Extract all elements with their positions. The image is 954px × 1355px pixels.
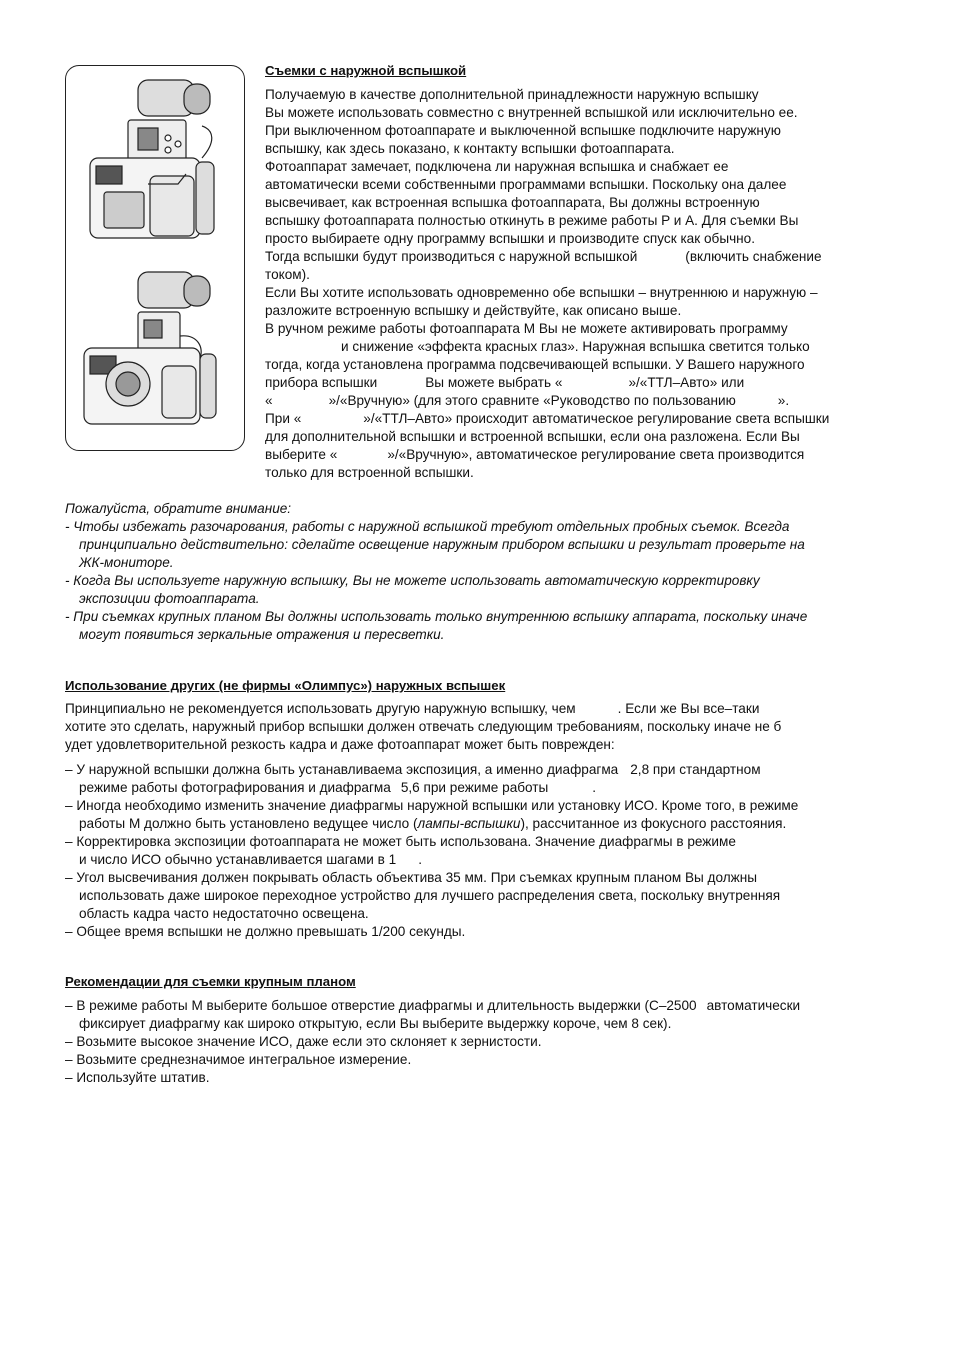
- list-item: работы M должно быть установлено ведущее число (лампы-вспышки), рассчитанное из фокусного расстояния.: [79, 816, 787, 831]
- text-line: только для встроенной вспышки.: [265, 465, 474, 480]
- text-line: выберите « »/«Вручную», автоматическое регулирование света производится: [265, 447, 805, 462]
- text-line: При « »/«ТТЛ–Авто» происходит автоматическое регулирование света вспышки: [265, 411, 830, 426]
- list-item: – Используйте штатив.: [65, 1070, 210, 1085]
- text-line: и снижение «эффекта красных глаз». Наружная вспышка светится только: [341, 339, 810, 354]
- text-line: автоматически всеми собственными программами вспышки. Поскольку она далее: [265, 177, 787, 192]
- list-item: – У наружной вспышки должна быть устанавливаема экспозиция, а именно диафрагма 2,8 при стандартном: [65, 762, 761, 777]
- text-line: « »/«Вручную» (для этого сравните «Руководство по пользованию ».: [265, 393, 790, 408]
- text-line: тогда, когда установлена программа подсвечивающей вспышки. У Вашего наружного: [265, 357, 805, 372]
- text-line: током).: [265, 267, 310, 282]
- text-line: вспышку фотоаппарата полностью откинуть в режиме работы P и A. Для съемки Вы: [265, 213, 799, 228]
- note-line: могут появиться зеркальные отражения и пересветки.: [79, 627, 445, 642]
- section2-list: [65, 761, 798, 941]
- list-item: – Иногда необходимо изменить значение диафрагмы наружной вспышки или установку ИСО. Кроме того, в режиме: [65, 798, 799, 813]
- section3-list: [65, 997, 800, 1087]
- text-line: Вы можете использовать совместно с внутренней вспышкой или исключительно ее.: [265, 105, 798, 120]
- note-title: Пожалуйста, обратите внимание:: [65, 501, 292, 516]
- section2-intro: [65, 700, 781, 754]
- note-line: ЖК-мониторе.: [79, 555, 174, 570]
- list-item: – Угол высвечивания должен покрывать область объектива 35 мм. При съемках крупным планом Вы должны: [65, 870, 758, 885]
- text-line: При выключенном фотоаппарате и выключенной вспышке подключите наружную: [265, 123, 781, 138]
- text-line: Фотоаппарат замечает, подключена ли наружная вспышка и снабжает ее: [265, 159, 729, 174]
- text-line: для дополнительной вспышки и встроенной вспышки, если она разложена. Если Вы: [265, 429, 800, 444]
- note-block: [65, 500, 807, 644]
- camera-with-flash-bottom: [84, 272, 216, 424]
- note-line: - При съемках крупных планом Вы должны использовать только внутреннюю вспышку аппарата, поскольку иначе: [65, 609, 808, 624]
- section1-paragraph: [265, 86, 829, 482]
- camera-with-flash-top: [90, 80, 214, 238]
- illustration-box: [65, 65, 245, 451]
- section2-heading: Использование других (не фирмы «Олимпус») наружных вспышек: [65, 678, 506, 693]
- text-line: Получаемую в качестве дополнительной принадлежности наружную вспышку: [265, 87, 759, 102]
- text-line: Если Вы хотите использовать одновременно обе вспышки – внутреннюю и наружную –: [265, 285, 818, 300]
- list-item: фиксирует диафрагму как широко открытую, если Вы выберите выдержку короче, чем 8 сек).: [79, 1016, 672, 1031]
- camera-flash-illustration: [66, 66, 244, 450]
- text-line: разложите встроенную вспышку и действуйте, как описано выше.: [265, 303, 682, 318]
- list-item: область кадра часто недостаточно освещена.: [79, 906, 369, 921]
- text-line: хотите это сделать, наружный прибор вспышки должен отвечать следующим требованиям, поскольку иначе не б: [65, 719, 782, 734]
- list-item: – В режиме работы M выберите большое отверстие диафрагмы и длительность выдержки (C–2500 автоматически: [65, 998, 801, 1013]
- text-line: прибора вспышки Вы можете выбрать « »/«ТТЛ–Авто» или: [265, 375, 745, 390]
- note-line: принципиально действительно: сделайте освещение наружным прибором вспышки и результат проверьте на: [79, 537, 805, 552]
- note-line: экспозиции фотоаппарата.: [79, 591, 260, 606]
- text-line: высвечивает, как встроенная вспышка фотоаппарата, Вы должны встроенную: [265, 195, 760, 210]
- list-item: использовать даже широкое переходное устройство для лучшего распределения света, поскольку внутренняя: [79, 888, 781, 903]
- note-line: - Чтобы избежать разочарования, работы с наружной вспышкой требуют отдельных пробных съемок. Всегда: [65, 519, 790, 534]
- section1-heading: Съемки с наружной вспышкой: [265, 63, 467, 78]
- list-item: – Общее время вспышки не должно превышать 1/200 секунды.: [65, 924, 466, 939]
- section3-heading: Рекомендации для съемки крупным планом: [65, 974, 356, 989]
- text-line: Тогда вспышки будут производиться с наружной вспышкой (включить снабжение: [265, 249, 822, 264]
- list-item: режиме работы фотографирования и диафрагма 5,6 при режиме работы .: [79, 780, 597, 795]
- text-line: В ручном режиме работы фотоаппарата M Вы не можете активировать программу: [265, 321, 788, 336]
- list-item: и число ИСО обычно устанавливается шагами в 1 .: [79, 852, 423, 867]
- text-line: удет удовлетворительной резкость кадра и даже фотоаппарат может быть поврежден:: [65, 737, 615, 752]
- text-line: просто выбираете одну программу вспышки и производите спуск как обычно.: [265, 231, 756, 246]
- list-item: – Корректировка экспозиции фотоаппарата не может быть использована. Значение диафрагмы в режиме: [65, 834, 736, 849]
- text-line: вспышку, как здесь показано, к контакту вспышки фотоаппарата.: [265, 141, 675, 156]
- text-line: Принципиально не рекомендуется использовать другую наружную вспышку, чем . Если же Вы все–таки: [65, 701, 760, 716]
- list-item: – Возьмите среднезначимое интегральное измерение.: [65, 1052, 412, 1067]
- list-item: – Возьмите высокое значение ИСО, даже если это склоняет к зернистости.: [65, 1034, 542, 1049]
- note-line: - Когда Вы используете наружную вспышку, Вы не можете использовать автоматическую корректировку: [65, 573, 760, 588]
